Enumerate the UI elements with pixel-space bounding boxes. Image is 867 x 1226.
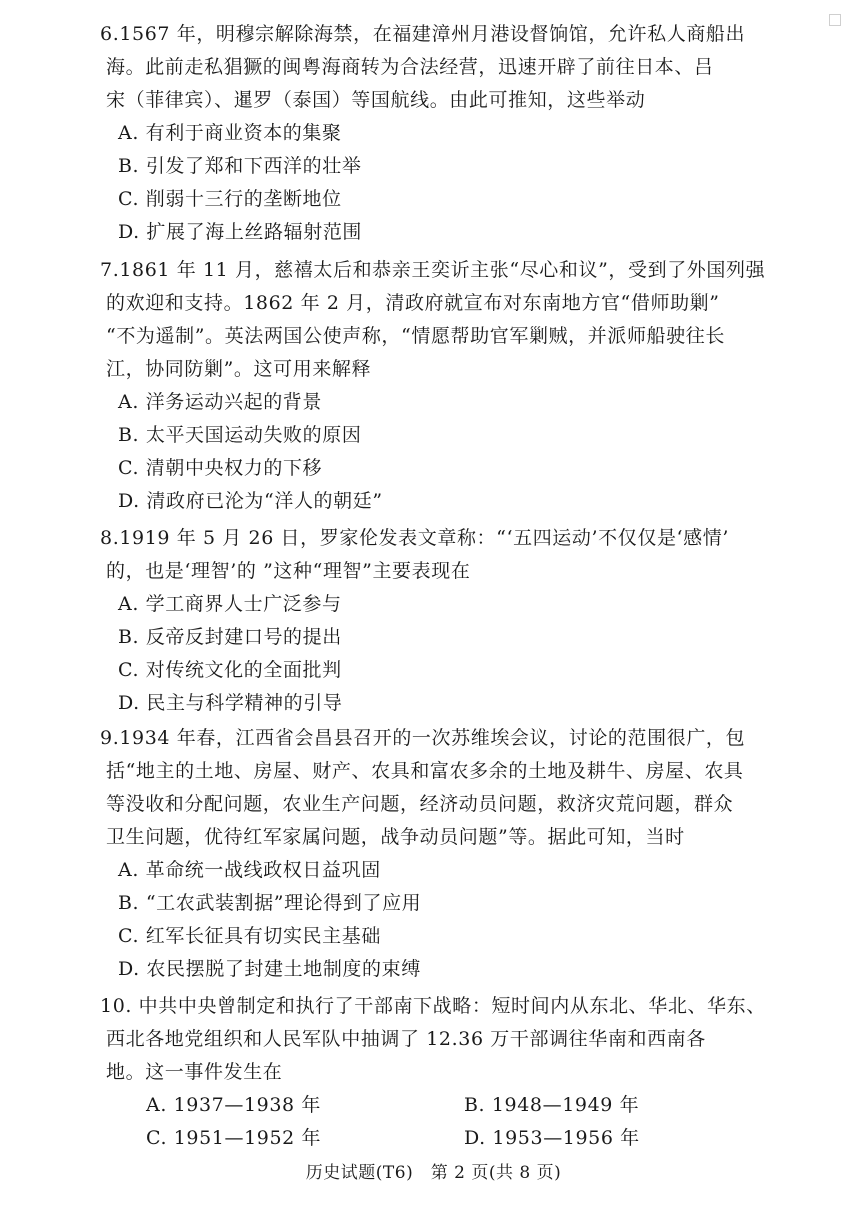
option-a: A. 学工商界人士广泛参与 — [118, 593, 342, 615]
option-c: C. 红军长征具有切实民主基础 — [118, 925, 381, 947]
option-d: D. 民主与科学精神的引导 — [118, 692, 343, 714]
corner-mark — [829, 14, 841, 26]
question-stem-line: 江，协同防剿”。这可用来解释 — [106, 358, 372, 380]
option-d: D. 农民摆脱了封建土地制度的束缚 — [118, 958, 421, 980]
option-b: B. 太平天国运动失败的原因 — [118, 424, 362, 446]
option-c: C. 清朝中央权力的下移 — [118, 457, 323, 479]
option-d: D. 扩展了海上丝路辐射范围 — [118, 221, 363, 243]
question-9 — [100, 722, 756, 986]
question-stem-line: 宋（菲律宾）、暹罗（泰国）等国航线。由此可推知，这些举动 — [106, 89, 646, 111]
option-b: B. 引发了郑和下西洋的壮举 — [118, 155, 362, 177]
question-stem-line: 7.1861 年 11 月，慈禧太后和恭亲王奕䜣主张“尽心和议”，受到了外国列强 — [100, 259, 766, 281]
option-b: B. “工农武装割据”理论得到了应用 — [118, 892, 422, 914]
question-10 — [100, 990, 766, 1155]
option-d: D. 1953—1956 年 — [464, 1127, 640, 1149]
question-stem-line: “不为遥制”。英法两国公使声称，“情愿帮助官军剿贼，并派师船驶往长 — [106, 325, 725, 347]
option-a: A. 有利于商业资本的集聚 — [118, 122, 342, 144]
page-footer: 历史试题(T6) 第 2 页(共 8 页) — [305, 1163, 562, 1183]
question-stem-line: 等没收和分配问题，农业生产问题，经济动员问题，救济灾荒问题，群众 — [106, 793, 734, 815]
option-d: D. 清政府已沦为“洋人的朝廷” — [118, 490, 383, 512]
option-b: B. 反帝反封建口号的提出 — [118, 626, 342, 648]
question-stem-line: 地。这一事件发生在 — [106, 1061, 283, 1083]
question-stem-line: 海。此前走私猖獗的闽粤海商转为合法经营，迅速开辟了前往日本、吕 — [106, 56, 714, 78]
question-stem-line: 8.1919 年 5 月 26 日，罗家伦发表文章称：“‘五四运动’不仅仅是‘感情’ — [100, 527, 730, 549]
option-a: A. 1937—1938 年 — [146, 1094, 321, 1116]
question-stem-line: 西北各地党组织和人民军队中抽调了 12.36 万干部调往华南和西南各 — [106, 1028, 706, 1050]
question-stem-line: 卫生问题，优待红军家属问题，战争动员问题”等。据此可知，当时 — [106, 826, 685, 848]
question-stem-line: 10. 中共中央曾制定和执行了干部南下战略：短时间内从东北、华北、华东、 — [100, 995, 766, 1017]
option-b: B. 1948—1949 年 — [464, 1094, 640, 1116]
question-stem-line: 6.1567 年，明穆宗解除海禁，在福建漳州月港设督饷馆，允许私人商船出 — [100, 23, 746, 45]
question-7 — [100, 254, 766, 518]
option-c: C. 对传统文化的全面批判 — [118, 659, 342, 681]
option-c: C. 1951—1952 年 — [146, 1127, 322, 1149]
question-stem-line: 的，也是‘理智’的 ”这种“理智”主要表现在 — [106, 560, 471, 582]
option-a: A. 洋务运动兴起的背景 — [118, 391, 323, 413]
question-stem-line: 的欢迎和支持。1862 年 2 月，清政府就宣布对东南地方官“借师助剿” — [106, 292, 720, 314]
question-8 — [100, 522, 756, 720]
option-c: C. 削弱十三行的垄断地位 — [118, 188, 342, 210]
question-stem-line: 括“地主的土地、房屋、财产、农具和富农多余的土地及耕牛、房屋、农具 — [106, 760, 744, 782]
option-grid — [106, 1089, 756, 1155]
question-6 — [100, 18, 756, 249]
question-stem-line: 9.1934 年春，江西省会昌县召开的一次苏维埃会议，讨论的范围很广，包 — [100, 727, 746, 749]
option-a: A. 革命统一战线政权日益巩固 — [118, 859, 381, 881]
